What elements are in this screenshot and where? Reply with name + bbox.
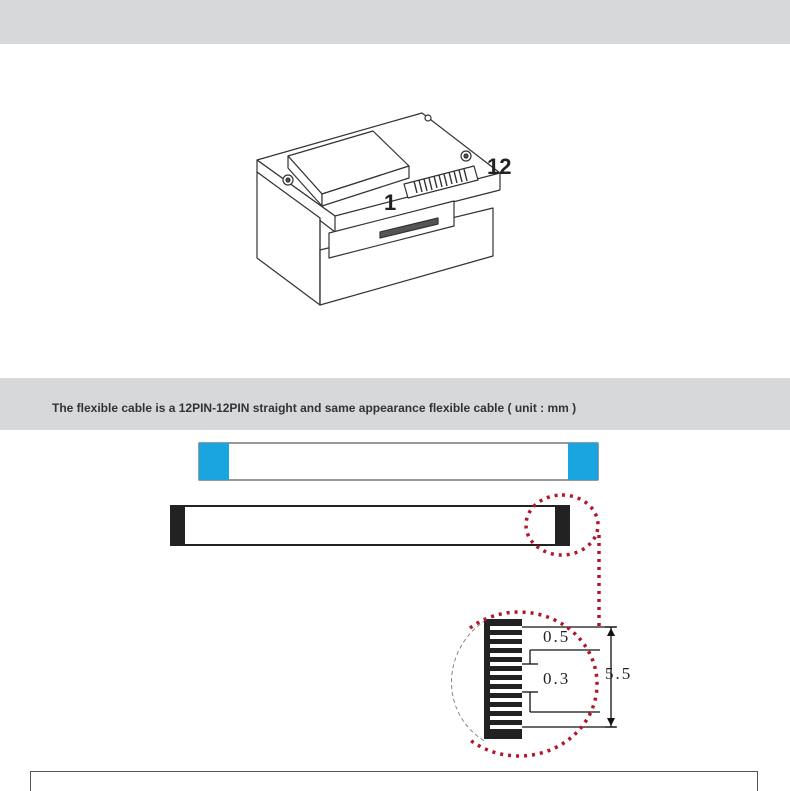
- pin-12-label: 12: [487, 154, 512, 179]
- dim-total-label: 5.5: [605, 664, 633, 683]
- stiffener-right: [568, 443, 598, 480]
- dim-pitch-label: 0.5: [543, 627, 571, 646]
- cable-caption: The flexible cable is a 12PIN-12PIN straight and same appearance flexible cable ( unit : mm ): [52, 401, 577, 415]
- cable-end-right: [555, 506, 569, 545]
- cable-end-left: [171, 506, 185, 545]
- cable-top-view: [199, 443, 598, 480]
- cable-side-view: [171, 506, 569, 545]
- pin-1-label: 1: [384, 190, 397, 215]
- bottom-frame: [30, 771, 758, 791]
- dim-width-label: 0.3: [543, 669, 571, 688]
- stiffener-left: [199, 443, 229, 480]
- module-drawing: [257, 113, 500, 305]
- detail-view: [452, 619, 618, 742]
